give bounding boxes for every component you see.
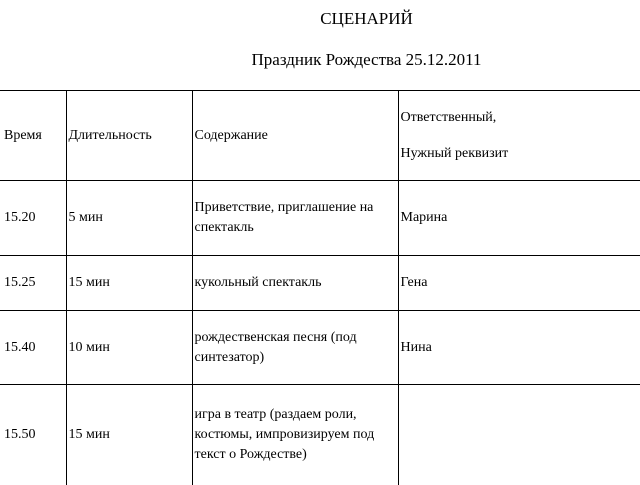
cell-duration: 10 мин (66, 311, 192, 385)
header-responsible-line2: Нужный реквизит (401, 144, 640, 164)
cell-responsible: Нина (398, 311, 640, 385)
cell-duration: 15 мин (66, 256, 192, 311)
document-subtitle: Праздник Рождества 25.12.2011 (0, 50, 640, 70)
table-row (0, 181, 640, 256)
document-title: СЦЕНАРИЙ (0, 9, 640, 29)
header-content: Содержание (192, 91, 398, 181)
cell-time: 15.25 (0, 256, 66, 311)
cell-duration: 15 мин (66, 385, 192, 485)
header-duration: Длительность (66, 91, 192, 181)
table-row (0, 256, 640, 311)
cell-time: 15.20 (0, 181, 66, 256)
cell-time: 15.50 (0, 385, 66, 485)
schedule-table (0, 90, 640, 485)
table-header-row (0, 91, 640, 181)
header-responsible (398, 91, 640, 181)
header-responsible-line1: Ответственный, (401, 108, 640, 128)
table-row (0, 385, 640, 485)
cell-content: кукольный спектакль (192, 256, 398, 311)
cell-responsible: Марина (398, 181, 640, 256)
cell-responsible (398, 385, 640, 485)
cell-time: 15.40 (0, 311, 66, 385)
cell-content: игра в театр (раздаем роли, костюмы, импровизируем под текст о Рождестве) (192, 385, 398, 485)
cell-content: Приветствие, приглашение на спектакль (192, 181, 398, 256)
cell-responsible: Гена (398, 256, 640, 311)
table-row (0, 311, 640, 385)
header-time: Время (0, 91, 66, 181)
cell-content: рождественская песня (под синтезатор) (192, 311, 398, 385)
cell-duration: 5 мин (66, 181, 192, 256)
